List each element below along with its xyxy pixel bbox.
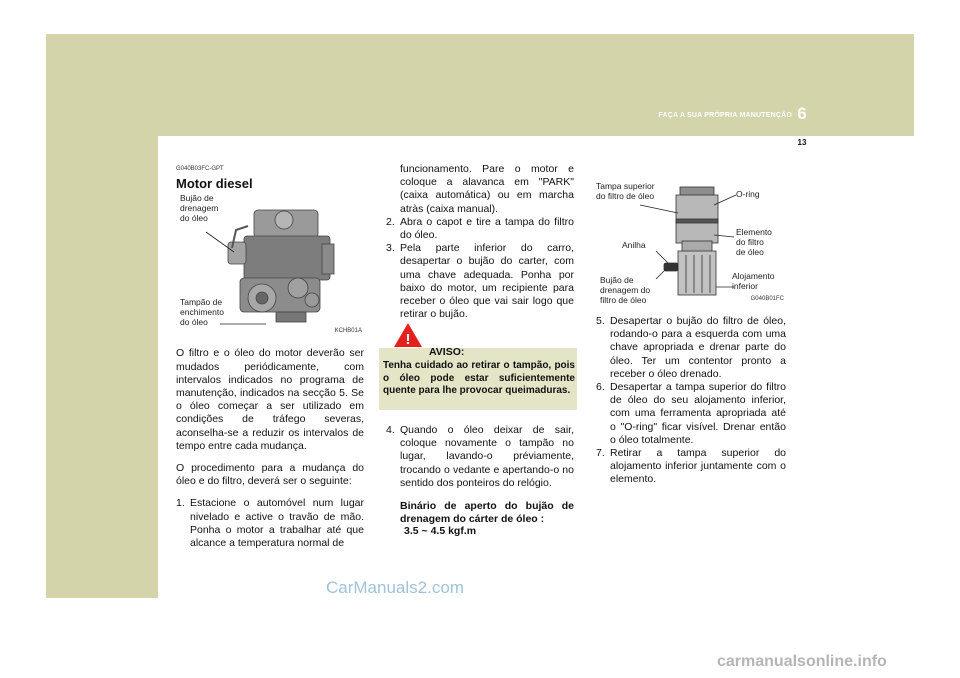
drain-plug-label: Bujão de drenagem do óleo [180,193,219,224]
left-column [176,163,364,550]
filter-drain-plug-label: Bujão de drenagem do filtro de óleo [600,275,651,305]
step-1-continuation: funcionamento. Pare o motor e coloque a alavanca em "PARK" (caixa automática) ou em marcha atràs (caixa manual). [400,163,574,215]
steps-list [596,315,786,487]
step-4: 4. Quando o óleo deixar de sair, coloque novamente o tampão no lugar, lavando-o préviamente, trocando o vedante e apertando-o no sentido dos ponteiros do relógio. [386,424,574,489]
step-2: 2. Abra o capot e tire a tampa do filtro do óleo. [386,215,574,242]
torque-spec [386,500,574,538]
steps-list [176,497,364,550]
chapter-number: 6 [797,104,807,123]
step-5: 5. Desapertar o bujão do filtro de óleo, rodando-o para a esquerda com uma chave apropriada e drenar parte do óleo. Ter um contentor pronto a receber o óleo drenado. [596,315,786,380]
right-column [596,163,786,487]
torque-value: 3.5 ~ 4.5 kgf.m [404,525,477,538]
intro-paragraph: O filtro e o óleo do motor deverão ser mudados periódicamente, com intervalos indicados no programa de manutenção, indicados na secção 5. Se o óleo começar a ser utilizado em condições de tráfego severas, aconselha-se a reduzir os intervalos de tempo entre cada mudança. [176,347,364,452]
middle-column [386,163,574,321]
filler-cap-label: Tampão de enchimento do óleo [180,297,224,328]
step-3: 3. Pela parte inferior do carro, desapertar o bujão do carter, com uma chave adequada. Ponha por baixo do motor, um recipiente para receber o óleo que vai sair logo que retirar o bujão. [386,242,574,321]
warning-title: AVISO: [429,346,465,358]
steps-list [386,216,574,322]
top-cover-label: Tampa superior do filtro de óleo [596,181,655,201]
middle-column-lower [386,424,574,538]
figure-code: G040B01FC [750,295,784,302]
section-title: FAÇA A SUA PRÓPRIA MANUTENÇÃO [658,112,792,119]
torque-label: Binário de aperto do bujão de drenagem do cárter de óleo : [400,500,574,525]
step-7: 7. Retirar a tampa superior do alojamento inferior juntamente com o elemento. [596,447,786,486]
section-heading: Motor diesel [176,176,253,192]
warning-text: Tenha cuidado ao retirar o tampão, pois o óleo pode estar suficientemente quente para lhe provocar queimaduras. [383,360,575,397]
page-number: 13 [797,138,807,147]
warning-icon [393,322,423,348]
oil-filter-figure [596,163,786,308]
engine-figure [176,192,364,341]
figure-code: KCHB01A [334,328,362,335]
filter-element-label: Elemento do filtro de óleo [736,227,772,257]
header-band [46,34,914,136]
svg-text:!: ! [405,331,411,348]
procedure-paragraph: O procedimento para a mudança do óleo e do filtro, deverá ser o seguinte: [176,462,364,488]
lower-housing-label: Alojamento inferior [732,271,775,291]
steps-list [386,424,574,490]
watermark-footer: carmanualsonline.info [717,653,887,670]
step-1: 1. Estacione o automóvel num lugar nivelado e active o travão de mão. Ponha o motor a trabalhar até que alcance a temperatura normal de [176,497,364,550]
section-code: G040B03FC-GPT [176,166,224,172]
watermark-link[interactable]: CarManuals2.com [326,578,464,597]
o-ring-label: O-ring [736,189,760,199]
margin-strip [46,136,158,598]
step-6: 6. Desapertar a tampa superior do filtro de óleo do seu alojamento inferior, com uma ferramenta apropriada até o "O-ring" ficar visível. Drenar então o óleo totalmente. [596,381,786,446]
washer-label: Anilha [622,240,646,250]
